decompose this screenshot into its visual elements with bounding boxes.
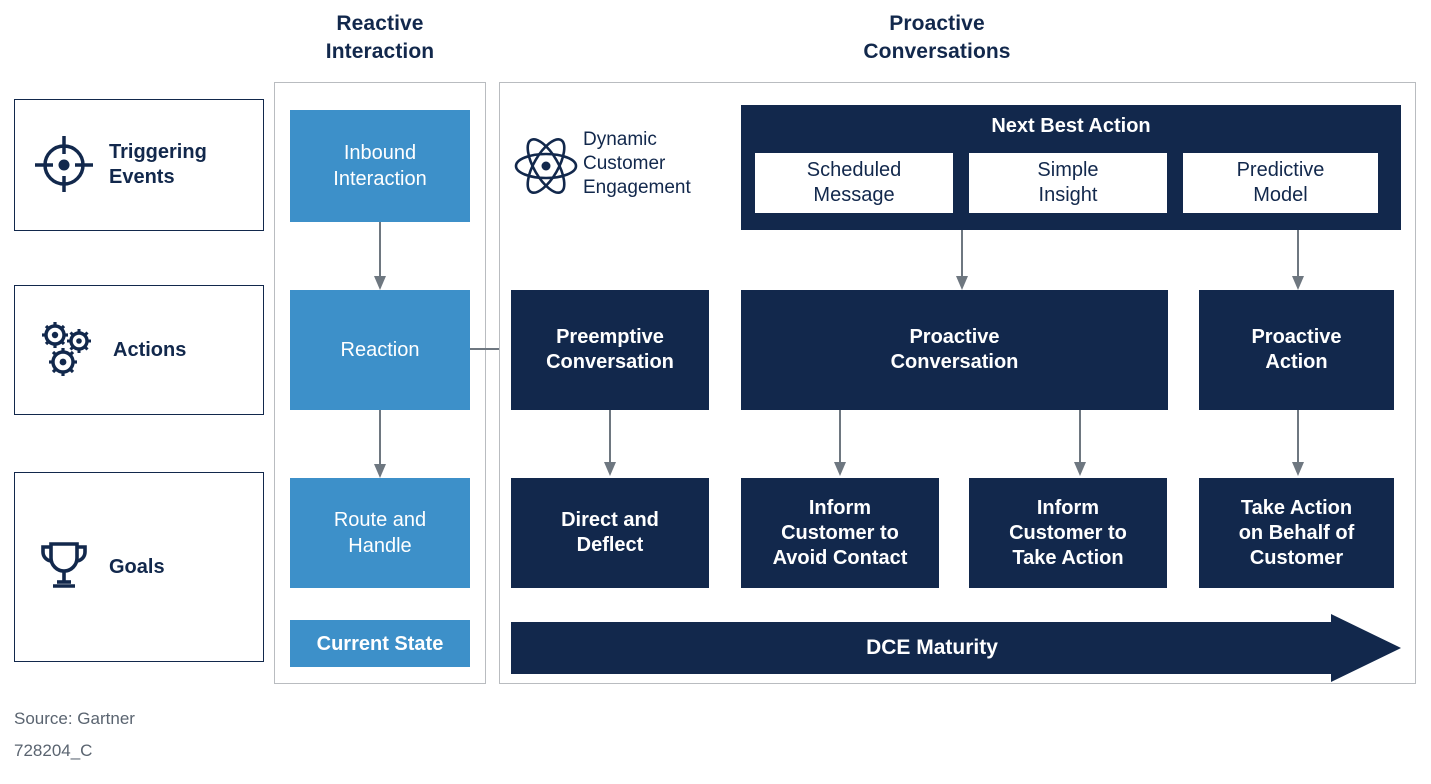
box-direct-deflect-line2: Deflect [576,534,644,556]
box-proactive-conversation[interactable] [741,290,1168,410]
arrow-inbound-to-reaction [370,222,394,292]
arrow-proactive-conv-to-take-action [1070,410,1094,478]
target-icon [33,132,95,199]
nba-simple-insight[interactable] [968,152,1168,214]
dce-line1: Dynamic [583,129,657,150]
arrow-proactive-action-to-behalf [1288,410,1312,478]
box-preemptive-line2: Conversation [546,351,674,373]
box-current-state[interactable] [290,620,470,667]
next-best-action-title: Next Best Action [991,115,1151,137]
box-behalf-line2: on Behalf of [1238,521,1355,544]
arrow-nba-to-proactive-action [1288,230,1312,292]
box-avoid-contact-line2: Customer to [781,521,899,544]
nba-predictive-model-line1: Predictive [1236,159,1325,181]
box-take-action-line3: Take Action [1012,546,1124,569]
column-header-proactive [737,10,1137,66]
column-header-reactive-line1: Reactive [336,12,424,35]
box-behalf-line1: Take Action [1240,496,1353,519]
nba-scheduled-message[interactable] [754,152,954,214]
category-label-actions: Actions [113,338,187,361]
box-preemptive-conversation[interactable] [511,290,709,410]
category-actions [14,285,264,415]
column-header-proactive-line1: Proactive [889,12,985,35]
box-proactive-conversation-line1: Proactive [909,326,1000,348]
nba-predictive-model[interactable] [1182,152,1379,214]
box-take-action-on-behalf[interactable] [1199,478,1394,588]
box-proactive-action-line1: Proactive [1251,326,1342,348]
arrow-nba-to-proactive-conversation [952,230,976,292]
source-code: 728204_C [14,741,93,760]
box-inbound-line1: Inbound [343,142,417,164]
box-inform-take-action[interactable] [969,478,1167,588]
dce-maturity-arrow [511,614,1401,682]
arrow-reaction-to-route [370,410,394,480]
arrow-preemptive-to-direct-deflect [600,410,624,478]
box-route-and-handle[interactable] [290,478,470,588]
category-label-triggering-events [109,140,207,190]
dce-line2: Customer [583,153,666,174]
box-take-action-line2: Customer to [1009,521,1127,544]
box-behalf-line3: Customer [1249,546,1344,569]
box-inbound-interaction[interactable] [290,110,470,222]
box-reaction[interactable] [290,290,470,410]
trophy-icon [33,534,95,601]
box-avoid-contact-line1: Inform [808,496,872,519]
box-proactive-action[interactable] [1199,290,1394,410]
box-current-state-label: Current State [316,632,444,655]
box-inbound-line2: Interaction [333,168,427,190]
column-header-reactive-line2: Interaction [325,40,435,63]
nba-predictive-model-line2: Model [1253,184,1308,206]
category-label-line1: Triggering [109,141,207,163]
box-direct-and-deflect[interactable] [511,478,709,588]
nba-simple-insight-line1: Simple [1037,159,1099,181]
box-route-line1: Route and [333,509,427,531]
box-proactive-action-line2: Action [1265,351,1328,373]
box-take-action-line1: Inform [1036,496,1100,519]
box-inform-avoid-contact[interactable] [741,478,939,588]
arrow-proactive-conv-to-avoid-contact [830,410,854,478]
atom-icon [511,130,581,202]
category-goals [14,472,264,662]
category-label-goals: Goals [109,555,165,578]
nba-simple-insight-line2: Insight [1038,184,1098,206]
column-header-proactive-line2: Conversations [863,40,1011,63]
category-triggering-events [14,99,264,231]
dce-engagement-label [583,128,743,200]
box-proactive-conversation-line2: Conversation [890,351,1019,373]
dce-maturity-label: DCE Maturity [866,636,998,659]
source-note: Source: Gartner [14,709,135,728]
box-preemptive-line1: Preemptive [556,326,664,348]
nba-scheduled-message-line1: Scheduled [806,159,902,181]
box-direct-deflect-line1: Direct and [561,509,659,531]
box-route-line2: Handle [348,535,412,557]
box-avoid-contact-line3: Avoid Contact [772,546,908,569]
gears-icon [33,317,99,384]
dce-line3: Engagement [583,177,691,198]
box-reaction-label: Reaction [340,339,420,361]
category-label-line2: Events [109,166,175,188]
nba-scheduled-message-line2: Message [813,184,895,206]
column-header-reactive [280,10,480,66]
